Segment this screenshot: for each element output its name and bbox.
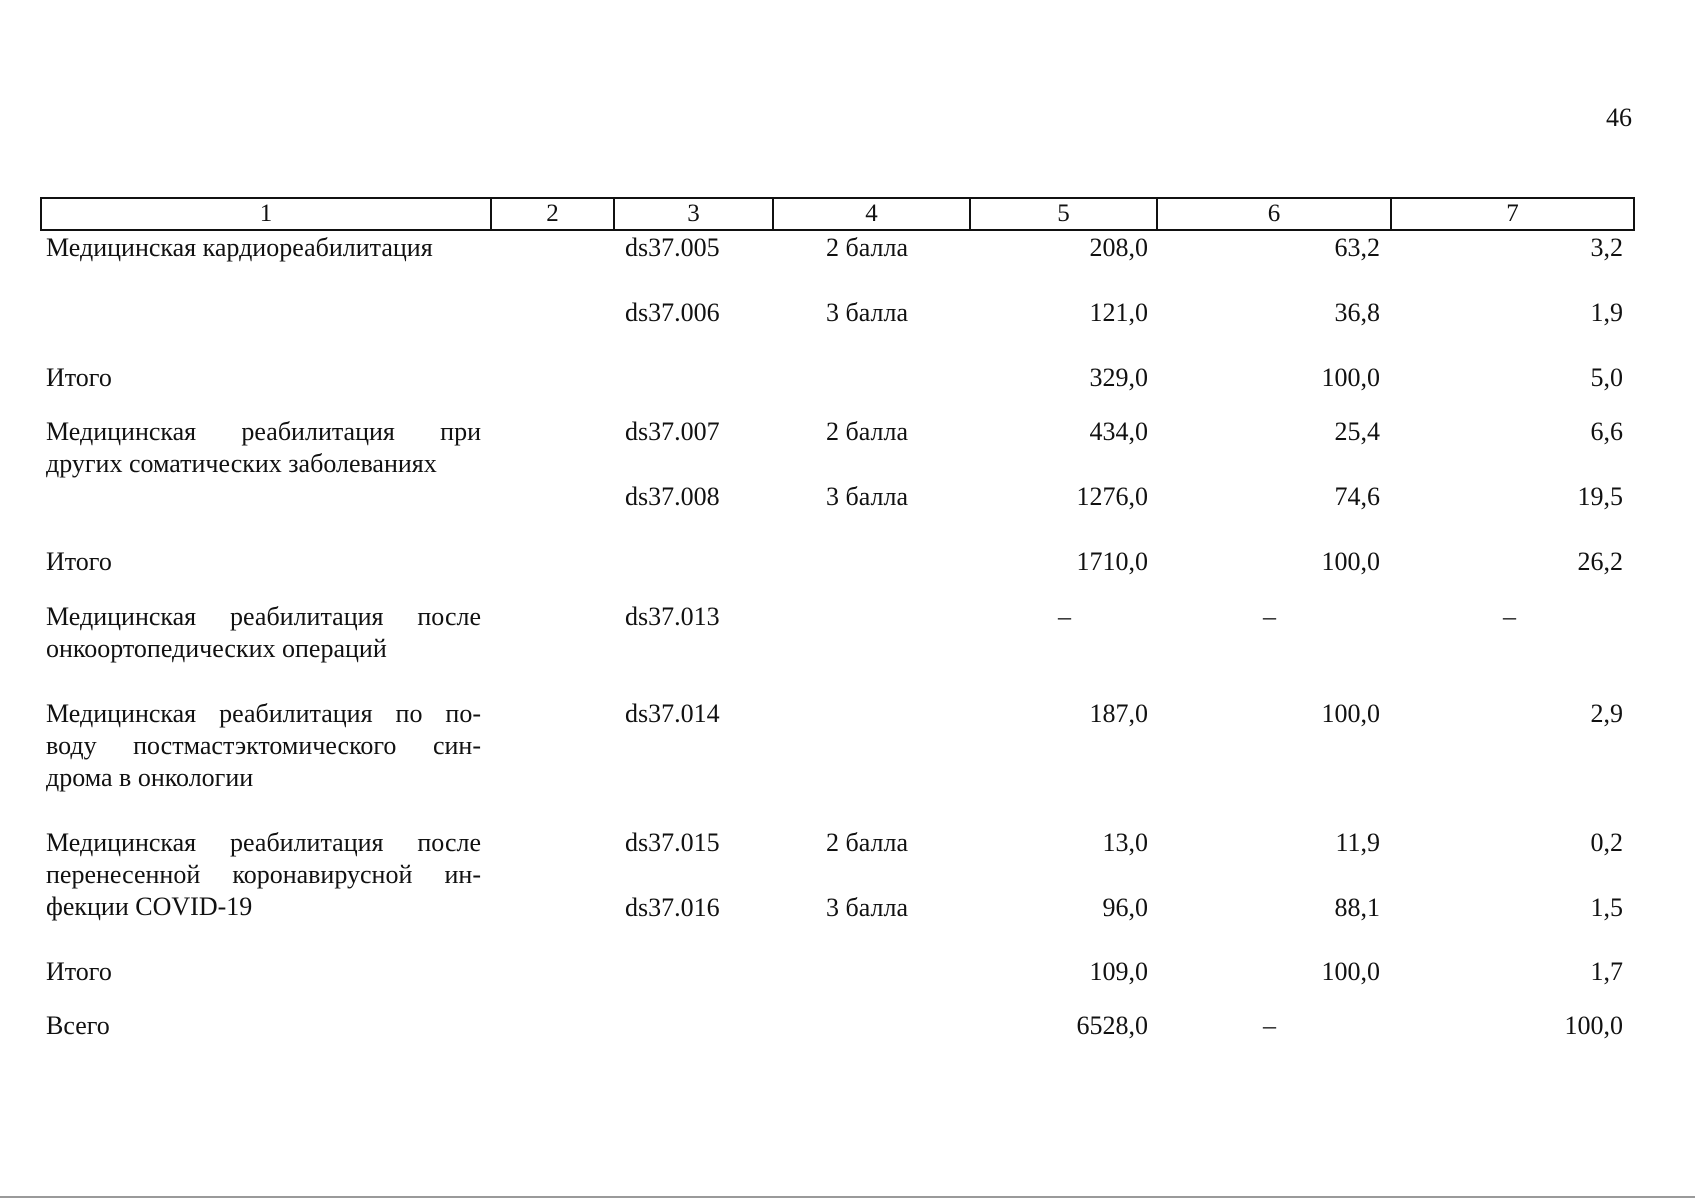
row-value-7: 26,2 [1577,547,1623,576]
header-col-6: 6 [1157,198,1391,230]
bottom-scan-edge [0,1196,1695,1198]
row-name: Всего [46,1011,110,1040]
row-name: Медицинская кардиореабилитация [46,233,433,262]
row-value-5: 187,0 [1089,699,1148,728]
row-code: ds37.007 [625,417,720,446]
row-score: 3 балла [826,482,908,511]
row-name: Медицинская реабилитация после онкоортопедических операций [46,602,481,663]
row-value-7: 5,0 [1590,363,1623,392]
header-col-5: 5 [970,198,1157,230]
row-value-6: 100,0 [1321,957,1380,986]
row-value-6: 88,1 [1334,893,1380,922]
row-value-6: 100,0 [1321,547,1380,576]
row-value-5: 109,0 [1089,957,1148,986]
row-value-7: – [1503,602,1516,631]
row-value-5: 13,0 [1102,828,1148,857]
row-value-6: – [1263,602,1276,631]
page-number: 46 [1606,103,1632,132]
row-score: 2 балла [826,233,908,262]
row-code: ds37.008 [625,482,720,511]
row-score: 2 балла [826,828,908,857]
row-value-5: 121,0 [1089,298,1148,327]
row-name: Итого [46,957,112,986]
row-value-6: 100,0 [1321,699,1380,728]
row-code: ds37.005 [625,233,720,262]
row-value-7: 100,0 [1564,1011,1623,1040]
header-col-7: 7 [1391,198,1634,230]
row-value-6: 74,6 [1334,482,1380,511]
row-score: 2 балла [826,417,908,446]
row-value-6: 11,9 [1335,828,1380,857]
row-value-7: 6,6 [1590,417,1623,446]
row-value-6: – [1263,1011,1276,1040]
row-code: ds37.006 [625,298,720,327]
row-value-5: 329,0 [1089,363,1148,392]
row-value-7: 0,2 [1590,828,1623,857]
row-value-7: 2,9 [1590,699,1623,728]
row-value-5: 1710,0 [1076,547,1148,576]
row-value-7: 1,7 [1590,957,1623,986]
row-name: Итого [46,363,112,392]
header-col-2: 2 [491,198,614,230]
row-code: ds37.013 [625,602,720,631]
header-col-4: 4 [773,198,970,230]
row-code: ds37.016 [625,893,720,922]
header-col-3: 3 [614,198,773,230]
row-name: Медицинская реабилитация по по-воду постмастэктомического син-дрома в онкологии [46,699,481,792]
row-value-6: 63,2 [1334,233,1380,262]
row-value-5: 1276,0 [1076,482,1148,511]
row-value-7: 19,5 [1577,482,1623,511]
row-score: 3 балла [826,298,908,327]
row-value-6: 25,4 [1334,417,1380,446]
row-value-6: 36,8 [1334,298,1380,327]
row-name: Итого [46,547,112,576]
row-value-7: 3,2 [1590,233,1623,262]
row-value-5: 96,0 [1102,893,1148,922]
header-col-1: 1 [41,198,491,230]
row-name: Медицинская реабилитация после перенесенной коронавирусной ин-фекции COVID-19 [46,828,481,921]
row-value-5: 208,0 [1089,233,1148,262]
row-name: Медицинская реабилитация при других соматических заболеваниях [46,417,481,478]
row-value-7: 1,9 [1590,298,1623,327]
row-code: ds37.015 [625,828,720,857]
row-value-5: 6528,0 [1076,1011,1148,1040]
row-value-5: 434,0 [1089,417,1148,446]
row-score: 3 балла [826,893,908,922]
row-code: ds37.014 [625,699,720,728]
column-number-header [40,197,1635,231]
row-value-5: – [1058,602,1071,631]
row-value-6: 100,0 [1321,363,1380,392]
row-value-7: 1,5 [1590,893,1623,922]
